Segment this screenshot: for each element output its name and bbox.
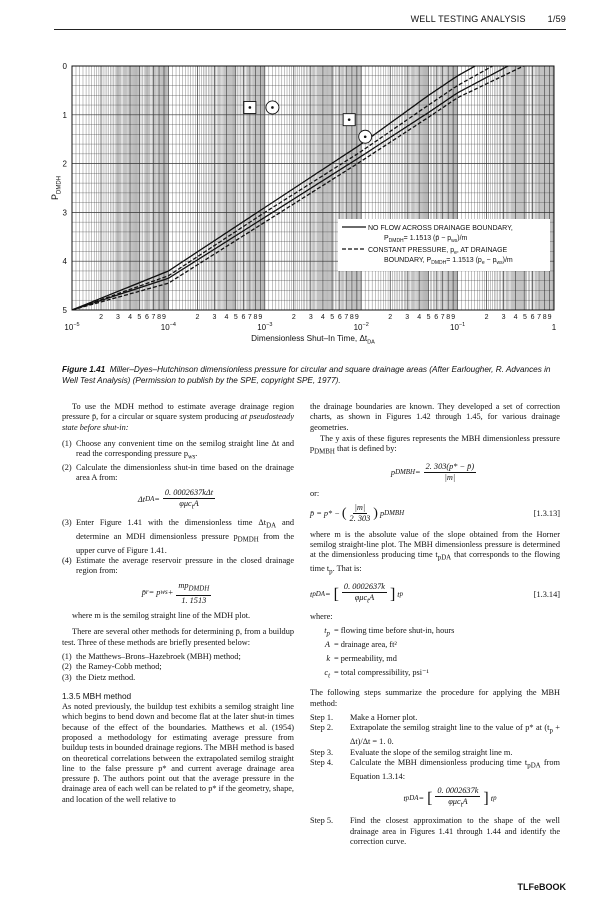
y-axis-label: $P_{DMDH}$ xyxy=(50,175,63,201)
left-column xyxy=(62,402,294,811)
equation-number: [1.3.13] xyxy=(533,508,560,518)
equation-pr xyxy=(62,581,294,606)
equation-1-3-13: p̄ = p* − ( $\frac{|m|}{2. 303}$ ) p DMBH [1.3.13] xyxy=(310,503,560,524)
where-label: where: xyxy=(310,612,333,622)
intro-text: To use the MDH method to estimate average drainage region pressure p̄, for a circular or square system producing xyxy=(62,402,294,422)
definition-row xyxy=(310,640,560,654)
eq-numerator: 0. 0002637kΔt xyxy=(163,488,215,499)
y-tick-label: 4 xyxy=(62,257,67,267)
eq-lhs: p̄ xyxy=(141,588,146,598)
legend-text: P xyxy=(384,235,389,242)
def-var: k xyxy=(326,653,330,663)
x-minor-label: 4 xyxy=(320,314,325,321)
x-minor-label: 7 xyxy=(344,314,349,321)
x-minor-label: 5 xyxy=(137,314,142,321)
series-line xyxy=(72,51,554,310)
p3-end: . That is: xyxy=(332,564,362,574)
eq-equals: = xyxy=(154,495,160,505)
x-minor-label: 9 xyxy=(451,314,456,321)
x-minor-label: 8 xyxy=(349,314,354,321)
eq-numerator: 0. 0002637k xyxy=(435,786,480,797)
x-minor-label: 5 xyxy=(523,314,527,321)
eq-numerator: 0. 0002637k xyxy=(342,582,387,593)
right-paragraph: the drainage boundaries are known. They developed a set of correction charts, as shown in Figures 1.42 through 1.45, for various drainage geometries. xyxy=(310,402,560,432)
eq-rhs: t xyxy=(397,589,400,599)
legend-text: , AT DRAINAGE xyxy=(456,247,508,254)
x-axis-label: Dimensionless Shut–In Time, $\Delta t_{DA}$ xyxy=(251,334,375,346)
legend-text: )/m xyxy=(457,235,468,242)
list-item xyxy=(62,439,294,463)
step-sub: pDA xyxy=(527,762,541,770)
mbh-paragraph: As noted previously, the buildup test exhibits a semilog straight line which begins to bend down and become flat at the later shut-in times because of the effect of the boundaries. Matthews et al. (1954) proposed a methodology for estimating average pressure from buildup tests in bounded drainage regions. The MBH method is based on theoretical correlations between the extrapolated semilog straight line to the false pressure p* and current average drainage area pressure p̄. The authors point out that the average pressure in the drainage area of each well can be related to p* if the geometry, shape, and location of the well relative to xyxy=(62,702,294,804)
def-text: = flowing time before shut-in, hours xyxy=(334,625,455,635)
step-text: Evaluate the slope of the semilog straight line m. xyxy=(350,747,513,757)
eq-fraction xyxy=(424,462,476,484)
x-minor-label: 4 xyxy=(417,314,422,321)
eq-lhs: t xyxy=(403,793,406,803)
x-minor-label: 7 xyxy=(151,314,156,321)
legend-text: )/m xyxy=(502,257,513,264)
eq-equals: = xyxy=(324,589,331,599)
legend-subscript: e xyxy=(481,259,485,266)
x-minor-label: 6 xyxy=(530,314,535,321)
eq-fraction xyxy=(176,581,211,606)
item-text: the Dietz method. xyxy=(76,672,136,682)
eq-lhs: t xyxy=(310,589,313,599)
eq-fraction xyxy=(435,786,480,811)
x-minor-label: 3 xyxy=(405,314,410,321)
legend-subscript: DMDH xyxy=(431,259,447,266)
step-text: Calculate the MBH dimensionless producing time t xyxy=(350,757,528,767)
eq-lhs-sub: DMBH xyxy=(395,468,416,476)
eq-lhs: p̄ = p* − xyxy=(310,508,340,518)
y-tick-label: 1 xyxy=(62,110,67,120)
list-item xyxy=(62,463,294,484)
p2-text: The y axis of these figures represents the MBH dimensionless pressure p xyxy=(310,433,560,454)
x-tick-exponent: −3 xyxy=(266,322,273,328)
right-paragraph-2 xyxy=(310,434,560,458)
item-end: . xyxy=(195,449,198,459)
caption-label: Figure 1.41 xyxy=(62,365,106,374)
x-minor-label: 9 xyxy=(354,314,359,321)
eq-fraction xyxy=(163,488,215,513)
eq-denominator: φμc xyxy=(448,797,461,807)
x-minor-label: 4 xyxy=(224,314,229,321)
step-label: Step 2. xyxy=(310,723,334,733)
step-text: Find the closest approximation to the shape of the well drainage area in Figures 1.41 through 1.44 and identify the correction curve. xyxy=(350,816,560,847)
x-tick-exponent: −1 xyxy=(458,322,466,328)
x-minor-label: 4 xyxy=(513,314,518,321)
x-minor-label: 5 xyxy=(426,314,431,321)
x-minor-label: 8 xyxy=(253,314,258,321)
item-number: (2) xyxy=(62,662,72,672)
x-minor-label: 3 xyxy=(116,314,120,321)
eq-num-sub: DMDH xyxy=(188,585,210,593)
x-tick-exponent: −5 xyxy=(73,322,80,328)
page-number: 1/59 xyxy=(547,14,566,24)
x-minor-label: 9 xyxy=(162,314,166,321)
mdh-chart xyxy=(0,0,604,360)
x-minor-label: 2 xyxy=(484,314,489,321)
eq-denominator: φμc xyxy=(354,593,368,603)
equation-dt-da xyxy=(62,488,294,513)
eq-denominator: 1. 1513 xyxy=(181,595,207,605)
item-text: the Matthews–Brons–Hazebroek (MBH) method; xyxy=(76,651,241,661)
definition-row xyxy=(310,654,560,668)
eq-lhs: p xyxy=(390,467,396,477)
item-text: Estimate the average reservoir pressure in the closed drainage region from: xyxy=(76,556,294,576)
p2-sub: DMBH xyxy=(314,448,335,456)
step-row xyxy=(310,748,560,758)
eq-numerator: |m| xyxy=(353,503,368,514)
y-tick-label: 2 xyxy=(62,159,67,169)
x-minor-label: 2 xyxy=(291,314,296,321)
marker-dot xyxy=(364,135,367,138)
eq-lhs-sub: r xyxy=(145,589,149,597)
figure-caption xyxy=(62,364,562,386)
def-sub: t xyxy=(328,672,330,680)
x-minor-label: 4 xyxy=(128,314,132,321)
legend-text: = 1.1513 (p̄ − p xyxy=(403,235,452,242)
eq-numerator: mp xyxy=(178,580,189,590)
step-label: Step 1. xyxy=(310,713,334,723)
item-number: (1) xyxy=(62,651,72,661)
x-minor-label: 5 xyxy=(330,314,335,321)
x-minor-label: 8 xyxy=(542,314,547,321)
list-item xyxy=(62,556,294,577)
x-minor-label: 7 xyxy=(247,314,252,321)
item-text: the Ramey-Cobb method; xyxy=(76,662,162,672)
item-text-2: and determine an MDH dimensionless pressure p xyxy=(76,517,294,541)
eq-numerator: 2. 303(p* − p̄) xyxy=(424,462,476,473)
eq-mid: = p xyxy=(148,588,161,598)
x-minor-label: 6 xyxy=(434,314,439,321)
other-methods: There are several other methods for determining p̄, from a buildup test. Three of these methods are briefly presented below: xyxy=(62,627,294,647)
method-item xyxy=(62,652,294,662)
eq-rhs: p xyxy=(379,508,385,518)
def-var: t xyxy=(324,625,327,635)
legend-subscript: ws xyxy=(451,237,458,244)
step-sub: p xyxy=(549,728,553,736)
list-item xyxy=(62,518,294,556)
definition-row xyxy=(310,626,560,640)
x-minor-label: 2 xyxy=(99,314,103,321)
grid xyxy=(72,66,554,310)
eq-rhs-sub: p xyxy=(399,590,404,598)
def-text: = permeability, md xyxy=(334,653,397,663)
y-tick-label: 0 xyxy=(62,62,67,71)
x-axis-label-sub: DA xyxy=(367,339,375,346)
eq-lhs-sub: pDA xyxy=(405,794,419,802)
eq-den-sub: t xyxy=(367,598,370,606)
marker-dot xyxy=(249,106,252,109)
step-end: from Equation 1.3.14: xyxy=(350,757,560,781)
eq-equals: = xyxy=(418,793,425,803)
item-number: (2) xyxy=(62,463,72,473)
def-sub: p xyxy=(326,630,330,638)
eq-denominator: |m| xyxy=(444,473,456,483)
x-minor-label: 6 xyxy=(241,314,246,321)
legend-line xyxy=(368,225,513,232)
marker-dot xyxy=(348,118,351,121)
item-text: Enter Figure 1.41 with the dimensionless time Δt xyxy=(76,517,267,527)
eq-mid-sub: ws xyxy=(160,589,168,597)
x-tick-label: $10^{-1}$ xyxy=(450,322,466,332)
p3-text-2: that corresponds to the flowing time t xyxy=(310,550,560,574)
eq-equals: = xyxy=(415,467,421,477)
eq-lhs-sub: DA xyxy=(145,496,155,504)
x-tick-label: $10^{-3}$ xyxy=(257,322,273,332)
x-minor-label: 6 xyxy=(337,314,342,321)
legend-text: − p xyxy=(484,257,497,264)
eq-fraction xyxy=(342,582,387,607)
y-axis-label-sub: DMDH xyxy=(56,175,63,194)
x-minor-label: 2 xyxy=(388,314,393,321)
step-label: Step 5. xyxy=(310,816,334,826)
def-var: c xyxy=(324,667,329,677)
eq-lhs-sub: pDA xyxy=(312,590,325,598)
footer-text: TLFeBOOK xyxy=(517,882,566,892)
equation-1-3-14: t pDA = [ $\frac{0. 0002637k}{\varphi\mu c_tA}$ ] t p [1.3.14] xyxy=(310,582,560,607)
or-label: or: xyxy=(310,488,320,498)
step-text: Extrapolate the semilog straight line to the value of p* at (t xyxy=(350,723,550,733)
x-minor-label: 7 xyxy=(440,314,445,321)
eq-den-end: A xyxy=(462,797,468,807)
x-minor-label: 8 xyxy=(157,314,162,321)
definition-row xyxy=(310,668,560,682)
method-item xyxy=(62,673,294,683)
eq-denominator: 2. 303 xyxy=(349,514,371,524)
item-text: Choose any convenient time on the semilog straight line Δt and read the corresponding pressure p xyxy=(76,438,294,459)
p3-sub: pDA xyxy=(437,554,452,562)
eq-den-end: A xyxy=(369,593,375,603)
x-tick-exponent: −2 xyxy=(362,322,369,328)
x-minor-label: 5 xyxy=(233,314,238,321)
equation-number: [1.3.14] xyxy=(533,589,560,599)
x-minor-label: 9 xyxy=(547,314,552,321)
legend-text: NO FLOW ACROSS DRAINAGE BOUNDARY, xyxy=(368,225,513,232)
x-minor-label: 3 xyxy=(212,314,217,321)
x-minor-label: 7 xyxy=(537,314,542,321)
method-item xyxy=(62,662,294,672)
def-var: A xyxy=(324,639,330,649)
marker-dot xyxy=(271,106,274,109)
intro-italic: at pseudosteady state before shut-in: xyxy=(62,412,295,432)
item-text-3: from the upper curve of Figure 1.41. xyxy=(76,531,294,555)
eq-den-sub: t xyxy=(191,503,194,511)
plot-frame xyxy=(72,66,554,310)
x-minor-label: 3 xyxy=(308,314,313,321)
item-text: Calculate the dimensionless shut-in time based on the drainage area A from: xyxy=(76,463,294,483)
y-tick-label: 3 xyxy=(62,208,67,218)
legend-subscript: e xyxy=(454,249,457,256)
eq-den-end: A xyxy=(193,499,199,509)
x-tick-label: $10^{-5}$ xyxy=(64,322,80,332)
item-number: (3) xyxy=(62,672,72,682)
eq-denominator: φμc xyxy=(179,499,192,509)
section-heading: 1.3.5 MBH method xyxy=(62,690,132,701)
equation-pdmbh xyxy=(310,462,560,484)
eq-rhs-sub: DMBH xyxy=(384,509,405,517)
eq-rhs-sub: p xyxy=(493,794,497,802)
right-column xyxy=(310,402,560,847)
def-text: = drainage area, ft² xyxy=(334,639,397,649)
step-row xyxy=(310,713,560,723)
eq-rhs: t xyxy=(490,793,494,803)
step-end: + Δt)/Δt = 1. 0. xyxy=(350,723,560,747)
equation-tpda-repeat: t pDA = [ $\frac{0. 0002637k}{\varphi\mu c_tA}$ ] t p xyxy=(310,786,560,811)
step-row xyxy=(310,816,560,847)
where-m: where m is the semilog straight line of the MDH plot. xyxy=(72,611,251,621)
eq-plus: + xyxy=(167,588,174,598)
legend-text: BOUNDARY, P xyxy=(384,257,432,264)
x-tick-label: 1 xyxy=(551,323,557,332)
item-number: (1) xyxy=(62,438,72,448)
x-tick-label: $10^{-2}$ xyxy=(353,322,369,332)
x-minor-label: 9 xyxy=(258,314,263,321)
legend-text: CONSTANT PRESSURE, p xyxy=(368,247,455,254)
item-number: (3) xyxy=(62,517,72,527)
eq-den-sub: t xyxy=(460,802,463,810)
step-label: Step 4. xyxy=(310,757,334,767)
step-label: Step 3. xyxy=(310,747,334,757)
step-row xyxy=(310,758,560,782)
p3-text: where m is the absolute value of the slope obtained from the Horner semilog straight-line plot. The MBH dimensionless pressure is determined at the dimensionless producing time t xyxy=(310,529,560,560)
header-title: WELL TESTING ANALYSIS xyxy=(410,14,526,24)
x-minor-label: 6 xyxy=(145,314,149,321)
y-tick-label: 5 xyxy=(62,306,67,315)
def-text: = total compressibility, psi⁻¹ xyxy=(334,667,429,677)
p3-sub-2: p xyxy=(329,568,333,576)
intro-paragraph xyxy=(62,402,294,433)
step-row xyxy=(310,723,560,747)
caption-text: Miller–Dyes–Hutchinson dimensionless pressure for circular and square drainage areas (After Earlougher, R. Advances in Well Test Analysis) (Permission to publish by the SPE, copyright SPE, 1977). xyxy=(62,365,551,385)
item-sub-2: DMDH xyxy=(237,536,259,544)
x-minor-label: 8 xyxy=(446,314,451,321)
right-paragraph-3 xyxy=(310,530,560,579)
legend-subscript: DMDH xyxy=(388,237,404,244)
legend-subscript: ws xyxy=(496,259,503,266)
x-minor-label: 2 xyxy=(195,314,200,321)
eq-lhs: Δt xyxy=(137,495,146,505)
eq-fraction xyxy=(350,503,371,525)
item-sub: DA xyxy=(266,522,277,530)
step-text: Make a Horner plot. xyxy=(350,713,418,723)
legend-text: = 1.1513 (p xyxy=(446,257,482,264)
x-tick-label: $10^{-4}$ xyxy=(160,322,176,332)
item-number: (4) xyxy=(62,556,72,566)
item-sub: ws xyxy=(187,453,196,461)
steps-intro: The following steps summarize the procedure for applying the MBH method: xyxy=(310,688,560,708)
x-minor-label: 3 xyxy=(501,314,506,321)
p2-end: that is defined by: xyxy=(334,444,397,454)
x-tick-exponent: −4 xyxy=(169,322,176,328)
